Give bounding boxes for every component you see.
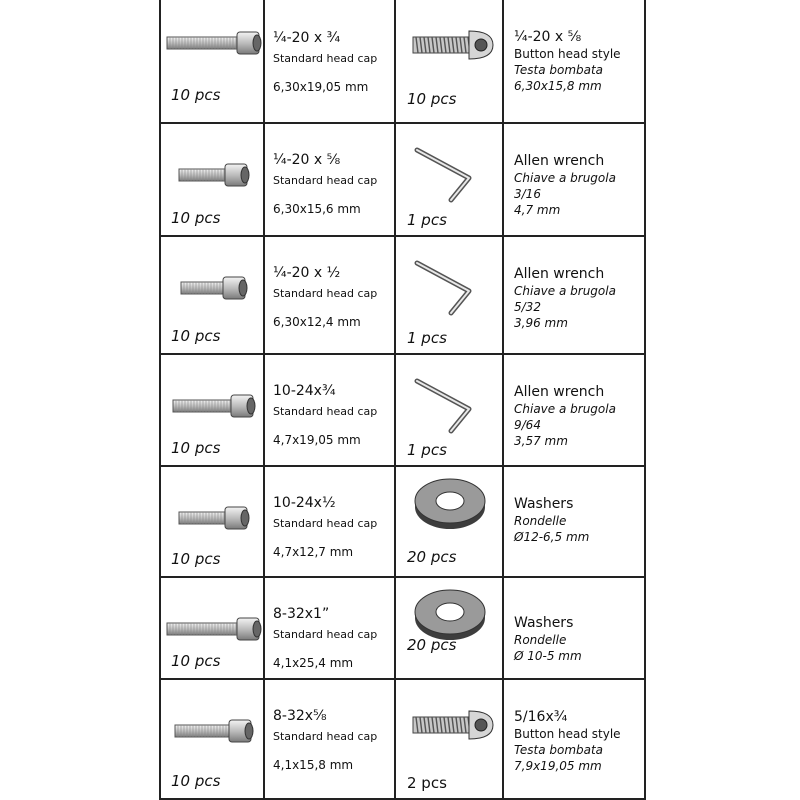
quantity-label: 10 pcs: [171, 327, 221, 345]
quantity-label: 20 pcs: [407, 548, 457, 566]
screw-dimensions: 6,30x12,4 mm: [273, 315, 361, 329]
allen-wrench-icon: [413, 259, 483, 319]
part-subtitle: Chiave a brugola: [514, 171, 616, 185]
allen-wrench-icon: [413, 146, 483, 206]
parts-table: [159, 0, 646, 800]
screw-type: Standard head cap: [273, 174, 378, 187]
table-row: [161, 578, 644, 680]
screw-size: ¼-20 x ¾: [273, 30, 341, 46]
quantity-label: 10 pcs: [171, 86, 221, 104]
screw-size: 10-24x¾: [273, 383, 336, 399]
quantity-label: 2 pcs: [407, 774, 447, 792]
part-title: ¼-20 x ⅝: [514, 29, 582, 45]
part-description: [514, 383, 616, 449]
part-title: Allen wrench: [514, 153, 605, 169]
part-subtitle: Rondelle: [514, 514, 567, 528]
table-row: [161, 467, 644, 578]
screw-dimensions: 6,30x15,6 mm: [273, 202, 361, 216]
part-subtitle: Chiave a brugola: [514, 284, 616, 298]
screw-type: Standard head cap: [273, 628, 378, 641]
part-detail: Ø 10-5 mm: [514, 649, 582, 663]
quantity-label: 10 pcs: [171, 209, 221, 227]
screw-size: ¼-20 x ½: [273, 265, 341, 281]
screw-type: Standard head cap: [273, 405, 378, 418]
table-row: [161, 680, 644, 800]
socket-cap-screw-icon: [179, 160, 255, 190]
screw-dimensions: 4,1x25,4 mm: [273, 656, 354, 670]
part-dimension: 4,7 mm: [514, 203, 561, 217]
part-detail: 3/16: [514, 187, 541, 201]
part-detail: Testa bombata: [514, 743, 604, 757]
quantity-label: 1 pcs: [407, 441, 447, 459]
socket-cap-screw-icon: [167, 28, 267, 58]
part-title: Washers: [514, 496, 574, 512]
screw-dimensions: 4,7x12,7 mm: [273, 545, 354, 559]
screw-dimensions: 4,7x19,05 mm: [273, 433, 361, 447]
screw-size: 8-32x⅝: [273, 708, 327, 724]
socket-cap-screw-icon: [167, 614, 267, 644]
table-row: [161, 0, 644, 124]
table-row: [161, 124, 644, 237]
screw-type: Standard head cap: [273, 517, 378, 530]
quantity-label: 10 pcs: [171, 550, 221, 568]
button-head-screw-icon: [413, 708, 493, 742]
part-subtitle: Rondelle: [514, 633, 567, 647]
socket-cap-screw-icon: [175, 716, 259, 746]
table-row: [161, 237, 644, 355]
part-detail: 9/64: [514, 418, 541, 432]
quantity-label: 10 pcs: [171, 652, 221, 670]
screw-size: 10-24x½: [273, 495, 336, 511]
part-description: [514, 265, 616, 331]
part-detail: Testa bombata: [514, 63, 604, 77]
socket-cap-screw-icon: [173, 391, 261, 421]
part-description: [514, 495, 589, 545]
socket-cap-screw-icon: [181, 273, 253, 303]
part-description: [514, 708, 621, 774]
table-row: [161, 355, 644, 467]
screw-type: Standard head cap: [273, 730, 378, 743]
washer-icon: [413, 588, 487, 642]
part-dimension: 7,9x19,05 mm: [514, 759, 602, 773]
quantity-label: 10 pcs: [171, 439, 221, 457]
part-detail: 5/32: [514, 300, 541, 314]
screw-size: 8-32x1”: [273, 606, 330, 622]
washer-icon: [413, 477, 487, 531]
part-title: Allen wrench: [514, 384, 605, 400]
part-subtitle: Button head style: [514, 727, 621, 741]
screw-type: Standard head cap: [273, 52, 378, 65]
part-description: [514, 152, 616, 218]
part-dimension: 3,96 mm: [514, 316, 568, 330]
quantity-label: 1 pcs: [407, 211, 447, 229]
screw-dimensions: 6,30x19,05 mm: [273, 80, 369, 94]
part-subtitle: Chiave a brugola: [514, 402, 616, 416]
part-title: 5/16x¾: [514, 709, 568, 725]
part-subtitle: Button head style: [514, 47, 621, 61]
quantity-label: 10 pcs: [171, 772, 221, 790]
screw-type: Standard head cap: [273, 287, 378, 300]
quantity-label: 10 pcs: [407, 90, 457, 108]
part-description: [514, 614, 582, 664]
part-dimension: 3,57 mm: [514, 434, 568, 448]
part-dimension: 6,30x15,8 mm: [514, 79, 602, 93]
socket-cap-screw-icon: [179, 503, 255, 533]
part-description: [514, 28, 621, 94]
screw-size: ¼-20 x ⅝: [273, 152, 341, 168]
screw-dimensions: 4,1x15,8 mm: [273, 758, 354, 772]
part-title: Washers: [514, 615, 574, 631]
quantity-label: 1 pcs: [407, 329, 447, 347]
button-head-screw-icon: [413, 28, 493, 62]
allen-wrench-icon: [413, 377, 483, 437]
quantity-label: 20 pcs: [407, 636, 457, 654]
part-detail: Ø12-6,5 mm: [514, 530, 590, 544]
part-title: Allen wrench: [514, 266, 605, 282]
